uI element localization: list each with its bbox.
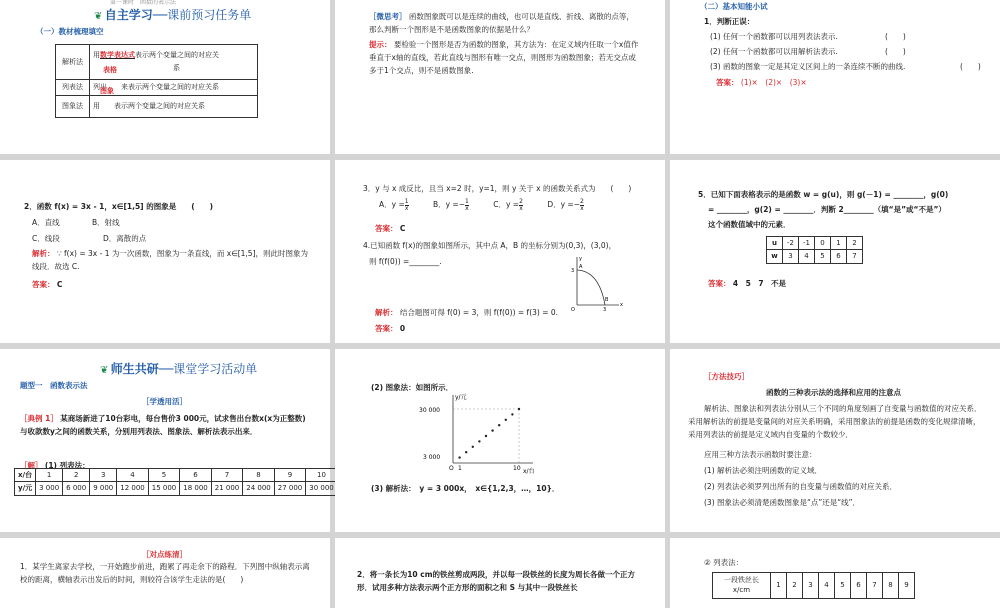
- question-text: 这个函数值域中的元素．: [708, 220, 791, 229]
- answer-line: 答案： C: [32, 280, 63, 289]
- svg-text:x: x: [620, 302, 623, 308]
- answer-line: 答案： C: [375, 224, 406, 233]
- table-row: 图象法 用图象表示两个变量之间的对应关系: [56, 96, 258, 118]
- solution-line: ［解］ (1) 列表法：: [20, 461, 90, 470]
- svg-text:A: A: [579, 264, 583, 270]
- function-table: [766, 236, 863, 264]
- option-list: [379, 198, 584, 212]
- svg-text:B: B: [605, 297, 609, 303]
- slide-3[interactable]: [670, 0, 1000, 154]
- slide-12[interactable]: [670, 538, 1000, 608]
- data-point: [511, 413, 513, 415]
- representation-table: [55, 44, 258, 118]
- option-d: D．离散的点: [103, 234, 147, 243]
- table-row: 一段铁丝长 x/cm 1 2 3 4 5 6 7 8 9: [713, 573, 915, 599]
- svg-text:1: 1: [458, 465, 462, 472]
- answer-line: 答案： 0: [375, 324, 406, 333]
- table-row: w 3 4 5 6 7: [767, 250, 863, 263]
- data-point: [518, 408, 520, 410]
- tag-label: ［方法技巧］: [704, 372, 749, 381]
- option-d: D．y =− $\frac{2}{x}$: [547, 197, 584, 212]
- list-item: (2) 列表法必须罗列出所有的自变量与函数值的对应关系．: [704, 482, 898, 491]
- example-text: ［典例 1］ 某商场新进了10台彩电，每台售价3 000元，试求售出台数x(x为正整数)与收款数y之间的函数关系，分别用列表法、图象法、解析法表示出来．: [20, 414, 306, 437]
- topic-label: 题型一 函数表示法: [20, 381, 88, 390]
- explanation: 解析： ∵ f(x) = 3x - 1 为一次函数，图象为一条直线，而 x∈[1,5]，则此时图象为线段．故选 C.: [32, 249, 309, 272]
- data-point: [458, 456, 460, 458]
- slide-10[interactable]: [0, 538, 330, 608]
- list-item: (3) 函数的图象一定是其定义区间上的一条连续不断的曲线.: [710, 62, 906, 71]
- part-label: （二）基本知能小试: [700, 2, 768, 11]
- question-text: 4.已知函数 f(x)的图象如图所示，其中点 A，B 的坐标分别为(0,3)，(3,0)，: [363, 241, 617, 250]
- slide-5[interactable]: [335, 160, 665, 343]
- list-item: (1) 解析法必须注明函数的定义域．: [704, 466, 823, 475]
- question-text: 3．y 与 x 成反比，且当 x=2 时，y=1，则 y 关于 x 的函数关系式为 ( ): [363, 184, 632, 193]
- slide-1[interactable]: [0, 0, 330, 154]
- data-point: [505, 419, 507, 421]
- slide-4[interactable]: [0, 160, 330, 343]
- data-point: [472, 446, 474, 448]
- list-item: (1) 任何一个函数都可以用列表法表示.: [710, 32, 838, 41]
- data-point: [491, 429, 493, 431]
- table-row: x/台 1 2 3 4 5 6 7 8 9 10: [15, 469, 338, 482]
- sub-label: ［学透用活］: [142, 397, 187, 406]
- svg-text:O: O: [571, 307, 575, 313]
- slide-8[interactable]: [335, 349, 665, 532]
- option-a: A．y = $\frac{1}{x}$: [379, 197, 409, 212]
- data-point: [498, 424, 500, 426]
- paragraph: 解析法、图象法和列表法分别从三个不同的角度刻画了自变量与函数值的对应关系．采用解析法的前提是变量间的对应关系明确，采用图象法的前提是函数的变化规律清晰，采用列表法的前提是定义域内自变量的个数较少．: [688, 404, 982, 440]
- leaf-icon: ❦: [100, 365, 109, 376]
- slide-11[interactable]: [335, 538, 665, 608]
- explanation: 解析： 结合题图可得 f(0) = 3，则 f(f(0)) = f(3) = 0.: [375, 308, 559, 317]
- option-b: B．射线: [92, 218, 120, 227]
- slide-9[interactable]: [670, 349, 1000, 532]
- function-graph: [567, 253, 627, 311]
- slide-7[interactable]: [0, 349, 334, 532]
- question-text: 5．已知下面表格表示的是函数 w = g(u)，则 g(－1) = ________，g(0): [698, 190, 949, 199]
- hint-block: 提示： 要检验一个图形是否为函数的图象，其方法为：在定义域内任取一个x值作垂直于x轴的直线，若此直线与图形有唯一交点，则图形为函数图象；若无交点或多于1个交点，则不是函数图象.: [369, 40, 639, 76]
- answer-line: 答案： 4 5 7 不是: [708, 279, 787, 288]
- answer-paren: ( ): [960, 62, 981, 71]
- question-text: = ________，g(2) = ________．判断 2________（填“是”或“不是”）: [708, 205, 946, 214]
- data-point: [465, 451, 467, 453]
- question-text: 1．某学生离家去学校，一开始跑步前进，跑累了再走余下的路程．下列图中纵轴表示离校的距离，横轴表示出发后的时间，则较符合该学生走法的是( ): [20, 562, 310, 585]
- option-b: B．y =− $\frac{1}{x}$: [432, 197, 469, 212]
- question-text: 2．函数 f(x) = 3x - 1，x∈[1,5] 的图象是 ( ): [24, 202, 214, 211]
- method-title: 函数的三种表示法的选择和应用的注意点: [766, 388, 901, 397]
- wire-table: [712, 572, 915, 599]
- method-title: ② 列表法：: [704, 558, 744, 567]
- slide-2[interactable]: [335, 0, 665, 154]
- table-row: y/元 3 000 6 000 9 000 12 000 15 000 18 000 21 000 24 000 27 000 30 000: [15, 482, 338, 495]
- slide-heading: ❦ 自主学习──课前预习任务单: [94, 8, 252, 22]
- data-point: [478, 440, 480, 442]
- answer-paren: ( ): [885, 32, 906, 41]
- svg-text:y/元: y/元: [455, 394, 467, 401]
- slide-6[interactable]: [670, 160, 1000, 343]
- list-item: (2) 任何一个函数都可以用解析法表示.: [710, 47, 838, 56]
- table-row: u -2 -1 0 1 2: [767, 237, 863, 250]
- sales-table: [14, 468, 338, 496]
- question-text: 1．判断正误：: [704, 17, 755, 26]
- paragraph: 应用三种方法表示函数时要注意：: [704, 450, 817, 459]
- method-title: (2) 图象法：如图所示．: [371, 383, 454, 392]
- svg-text:3 000: 3 000: [423, 454, 441, 461]
- scatter-graph: [415, 393, 535, 475]
- svg-text:3: 3: [603, 307, 607, 313]
- svg-text:y: y: [579, 256, 582, 262]
- table-row: 解析法 用数学表达式表示两个变量之间的对应关 系: [56, 45, 258, 80]
- analytic-line: (3) 解析法： y = 3 000x， x∈{1,2,3，…，10}．: [371, 484, 560, 493]
- option-c: C．线段: [32, 234, 60, 243]
- question-text: 2．将一条长为10 cm的铁丝剪成两段，并以每一段铁丝的长度为周长各做一个正方形．试用多种方法表示两个正方形的面积之和 S 与其中一段铁丝长: [357, 570, 636, 593]
- think-block: ［微思考］ 函数图象既可以是连续的曲线，也可以是直线、折线、离散的点等，那么判断一个图形是不是函数图象的依据是什么？: [369, 12, 634, 35]
- section-title: 第一课时 函数的表示法: [110, 0, 177, 6]
- leaf-icon: ❦: [94, 11, 103, 22]
- question-text: 则 f(f(0)) =________.: [369, 257, 442, 266]
- svg-text:O: O: [449, 465, 454, 472]
- option-a: A．直线: [32, 218, 60, 227]
- option-c: C．y = $\frac{2}{x}$: [493, 197, 523, 212]
- answer-line: 答案： (1)× (2)× (3)×: [716, 78, 807, 87]
- list-item: (3) 图象法必须清楚函数图象是“点”还是“线”．: [704, 498, 861, 507]
- table-row: 列表法 列出表格来表示两个变量之间的对应关系: [56, 80, 258, 96]
- slide-heading: ❦ 师生共研──课堂学习活动单: [100, 362, 258, 376]
- svg-text:3: 3: [571, 268, 575, 274]
- data-point: [485, 435, 487, 437]
- answer-paren: ( ): [885, 47, 906, 56]
- part-label: （一）教材梳理填空: [36, 27, 104, 36]
- svg-text:30 000: 30 000: [419, 407, 440, 414]
- tag-label: ［对点练清］: [142, 550, 187, 559]
- svg-text:x/台: x/台: [523, 468, 535, 475]
- svg-text:10: 10: [513, 465, 521, 472]
